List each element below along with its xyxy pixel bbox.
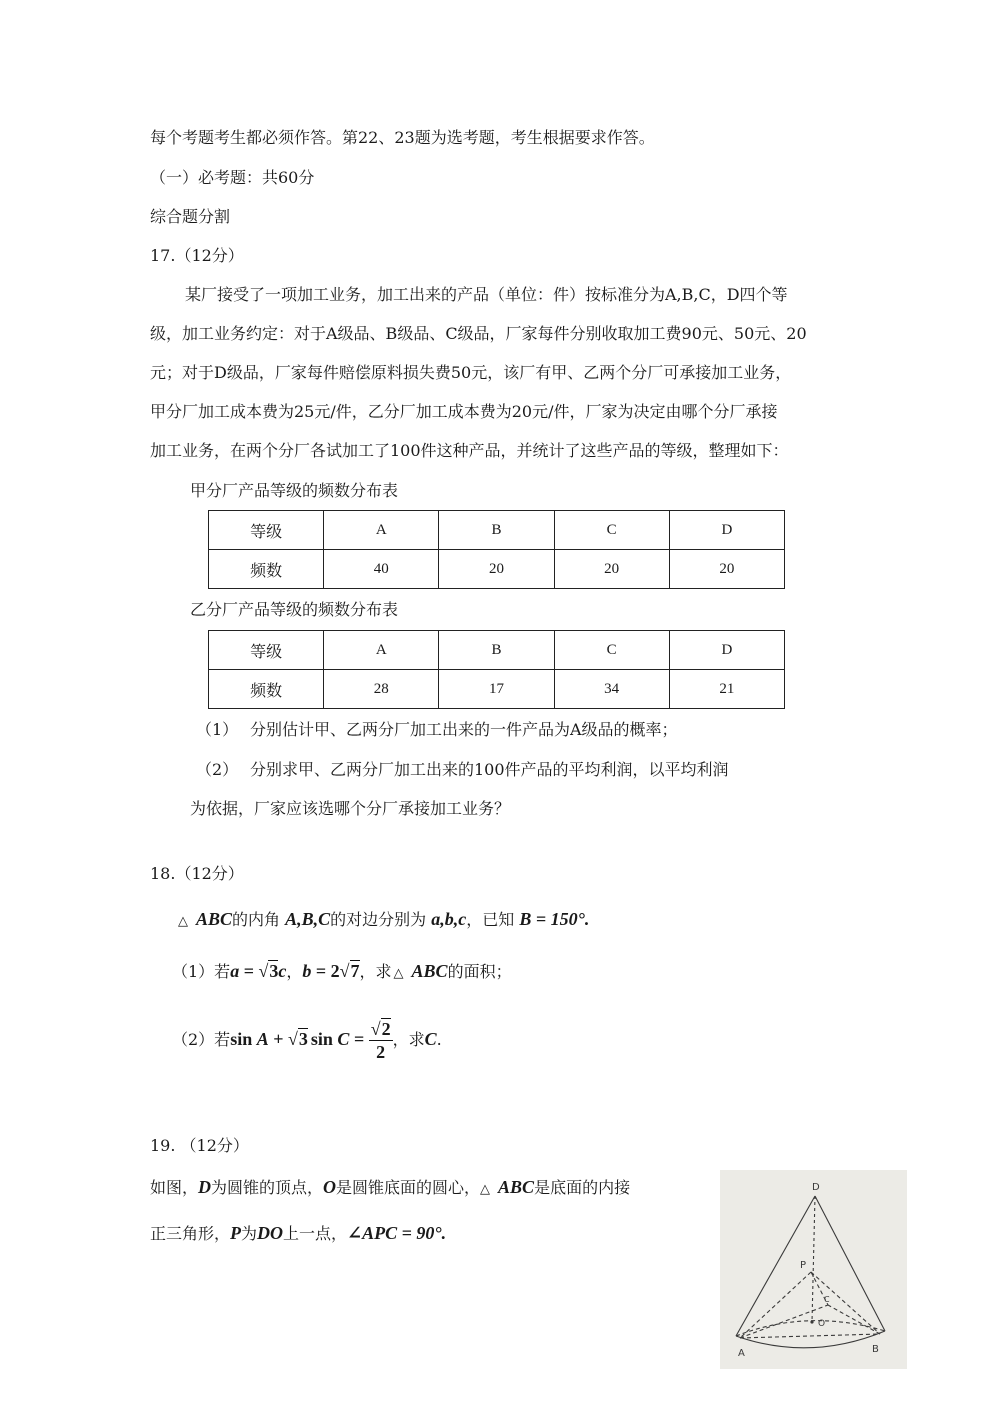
label-b: B: [872, 1344, 879, 1355]
math-var: C: [337, 1029, 350, 1049]
table-cell: 17: [439, 670, 554, 709]
q17-header: 17.（12分）: [150, 246, 244, 265]
q17-sub2-text: 分别求甲、乙两分厂加工出来的100件产品的平均利润，以平均利润: [250, 760, 729, 779]
table-cell: 20: [554, 550, 669, 589]
table-cell: B: [439, 511, 554, 550]
table-row: [209, 631, 785, 670]
cone-right-edge: [815, 1196, 885, 1331]
table-cell: 等级: [209, 631, 324, 670]
math-abc: ABC: [196, 909, 233, 929]
divider-label: 综合题分割: [150, 207, 231, 226]
label-c: C: [824, 1295, 830, 1304]
math-var: C: [424, 1029, 437, 1049]
q17-para-line: 元；对于D级品，厂家每件赔偿原料损失费50元，该厂有甲、乙两个分厂可承接加工业务，: [150, 363, 792, 382]
table-cell: 频数: [209, 550, 324, 589]
math-func: sin: [230, 1029, 257, 1049]
label-a: A: [738, 1348, 745, 1359]
text: 上一点，: [283, 1224, 348, 1243]
intro-line: 每个考题考生都必须作答。第22、23题为选考题，考生根据要求作答。: [150, 128, 655, 147]
fraction-numerator: [369, 1018, 393, 1041]
q17-para-line: 某厂接受了一项加工业务，加工出来的产品（单位：件）按标准分为A,B,C，D四个等: [185, 285, 788, 304]
math-var: P: [230, 1223, 242, 1243]
table-row: [209, 670, 785, 709]
math-op: = 2: [311, 961, 340, 981]
tail-text: 的面积；: [447, 962, 512, 981]
edge-bc: [828, 1305, 880, 1334]
base-back-arc: [736, 1321, 885, 1336]
table-b-caption: 乙分厂产品等级的频数分布表: [190, 600, 399, 619]
triangle-symbol: △: [393, 966, 404, 981]
table-cell: 21: [669, 670, 784, 709]
table-cell: D: [669, 631, 784, 670]
table-cell: 40: [324, 550, 439, 589]
fraction-denominator: 2: [376, 1042, 386, 1062]
math-op: +: [268, 1029, 288, 1049]
q19-line2: [150, 1221, 446, 1246]
section-label: （一）必考题：共60分: [150, 168, 315, 187]
text: 为圆锥的顶点，: [211, 1178, 324, 1197]
q18-part1: [172, 958, 512, 987]
table-cell: 28: [324, 670, 439, 709]
text: 是圆锥底面的圆心，: [336, 1178, 481, 1197]
table-cell: C: [554, 631, 669, 670]
table-cell: B: [439, 631, 554, 670]
math-var: b: [302, 961, 312, 981]
base-front-arc: [736, 1331, 885, 1348]
math-var: DO: [257, 1223, 284, 1243]
math-var: D: [198, 1177, 212, 1197]
math-radicand: 3: [298, 1029, 308, 1049]
table-cell: 34: [554, 670, 669, 709]
stem-text: ，已知: [466, 910, 515, 929]
q17-para-line: 级，加工业务约定：对于A级品、B级品、C级品，厂家每件分别收取加工费90元、50元、20: [150, 324, 807, 343]
table-a: [208, 510, 785, 589]
table-cell: D: [669, 511, 784, 550]
punct: ，: [286, 962, 303, 981]
math-radicand: 7: [350, 961, 360, 981]
math-abc: ABC: [498, 1177, 535, 1197]
math-sides: a,b,c: [431, 909, 467, 929]
math-var: a: [230, 961, 240, 981]
q18-header: 18.（12分）: [150, 864, 244, 883]
punct: .: [436, 1030, 442, 1049]
cone-diagram: [720, 1170, 907, 1369]
math-radicand: 2: [381, 1019, 391, 1039]
table-cell: 等级: [209, 511, 324, 550]
table-cell: A: [324, 511, 439, 550]
q18-part2: [172, 1014, 442, 1064]
edge-ac: [740, 1305, 828, 1338]
table-cell: A: [324, 631, 439, 670]
table-cell: 20: [439, 550, 554, 589]
q17-sub1-text: 分别估计甲、乙两分厂加工出来的一件产品为A级品的概率；: [250, 720, 678, 739]
sqrt-sign: √: [288, 1029, 298, 1049]
q17-para-line: 加工业务，在两个分厂各试加工了100件这种产品，并统计了这些产品的等级，整理如下：: [150, 441, 789, 460]
math-b-equation: B = 150°.: [519, 909, 590, 929]
math-angle: ∠APC = 90°.: [347, 1223, 447, 1243]
cone-figure: [720, 1170, 907, 1369]
math-op: =: [349, 1029, 369, 1049]
math-abc: ABC: [411, 961, 448, 981]
text: 为: [241, 1224, 258, 1243]
text: 是底面的内接: [534, 1178, 631, 1197]
table-a-caption: 甲分厂产品等级的频数分布表: [190, 481, 399, 500]
math-var: c: [278, 961, 287, 981]
q18-stem: [178, 907, 589, 934]
sqrt-sign: √: [258, 961, 269, 981]
table-row: [209, 550, 785, 589]
triangle-symbol: △: [178, 914, 188, 929]
stem-text: 的内角: [232, 910, 281, 929]
axis-do: [812, 1196, 815, 1322]
label-p: P: [800, 1260, 807, 1271]
q17-sub2-number: （2）: [196, 760, 239, 779]
math-angles: A,B,C: [285, 909, 331, 929]
math-radicand: 3: [269, 961, 279, 981]
math-var: O: [323, 1177, 337, 1197]
table-row: [209, 511, 785, 550]
math-var: A: [256, 1029, 269, 1049]
sqrt-sign: √: [370, 1019, 381, 1039]
sqrt-sign: √: [339, 961, 350, 981]
text: 如图，: [150, 1178, 199, 1197]
triangle-symbol: △: [480, 1182, 491, 1197]
q17-sub1-number: （1）: [196, 720, 239, 739]
table-b: [208, 630, 785, 709]
math-op: =: [239, 961, 259, 981]
part-number: （1）若: [172, 962, 231, 981]
table-cell: 20: [669, 550, 784, 589]
fraction: [369, 1018, 393, 1063]
center-point: [810, 1320, 813, 1323]
ask-text: ，求: [359, 962, 392, 981]
label-d: D: [812, 1182, 820, 1193]
q17-sub2-continuation: 为依据，厂家应该选哪个分厂承接加工业务？: [190, 799, 511, 818]
math-func: sin: [310, 1029, 338, 1049]
edge-pa: [740, 1272, 811, 1338]
edge-ab: [740, 1334, 880, 1338]
q19-line1: [150, 1175, 630, 1202]
ask-text: ，求: [392, 1030, 425, 1049]
table-cell: 频数: [209, 670, 324, 709]
q17-para-line: 甲分厂加工成本费为25元/件，乙分厂加工成本费为20元/件，厂家为决定由哪个分厂承接: [150, 402, 778, 421]
text: 正三角形，: [150, 1224, 231, 1243]
q19-header: 19. （12分）: [150, 1136, 249, 1155]
table-cell: C: [554, 511, 669, 550]
part-number: （2）若: [172, 1030, 231, 1049]
label-o: O: [818, 1319, 826, 1329]
stem-text: 的对边分别为: [330, 910, 427, 929]
